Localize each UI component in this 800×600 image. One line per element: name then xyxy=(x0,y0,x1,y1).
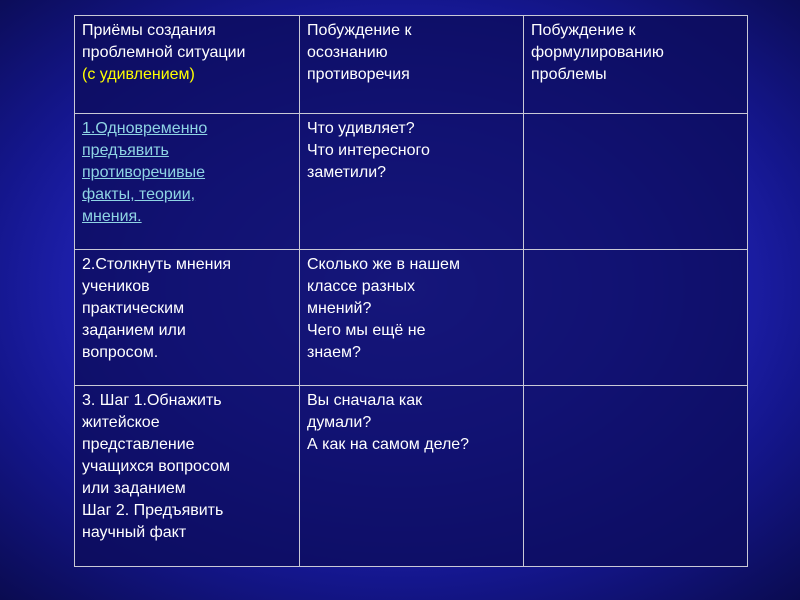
row2-awareness-line: классе разных xyxy=(307,278,416,295)
row1-method-cell xyxy=(75,114,300,250)
methods-table xyxy=(74,15,748,567)
header-cell-methods xyxy=(75,16,300,114)
table-row xyxy=(75,250,748,386)
row1-awareness-line: Что удивляет? xyxy=(307,120,415,137)
row2-formulation-cell xyxy=(524,250,748,386)
row3-method-line: 3. Шаг 1.Обнажить xyxy=(82,392,222,409)
row3-method-line: представление xyxy=(82,436,195,453)
row1-awareness-cell xyxy=(300,114,524,250)
header-formulation-line: Побуждение к xyxy=(531,22,636,39)
row3-awareness-line: А как на самом деле? xyxy=(307,436,470,453)
row3-method-line: научный факт xyxy=(82,524,187,541)
row2-method-line: заданием или xyxy=(82,322,186,339)
header-formulation-line: проблемы xyxy=(531,66,607,83)
row1-method-link-line[interactable]: факты, теории, xyxy=(82,186,196,203)
header-formulation-line: формулированию xyxy=(531,44,664,61)
row2-awareness-line: мнений? xyxy=(307,300,372,317)
table-header-row xyxy=(75,16,748,114)
row3-method-line: Шаг 2. Предъявить xyxy=(82,502,224,519)
header-awareness-line: осознанию xyxy=(307,44,388,61)
row2-awareness-line: Чего мы ещё не xyxy=(307,322,426,339)
row3-awareness-cell xyxy=(300,386,524,567)
row2-awareness-line: Сколько же в нашем xyxy=(307,256,460,273)
row2-method-line: практическим xyxy=(82,300,185,317)
header-cell-awareness xyxy=(300,16,524,114)
row1-formulation-cell xyxy=(524,114,748,250)
row2-method-line: вопросом. xyxy=(82,344,159,361)
row2-method-line: учеников xyxy=(82,278,150,295)
row1-awareness-line: заметили? xyxy=(307,164,387,181)
row3-method-cell xyxy=(75,386,300,567)
row3-method-line: житейское xyxy=(82,414,160,431)
row3-formulation-cell xyxy=(524,386,748,567)
row3-method-line: или заданием xyxy=(82,480,186,497)
row1-method-link-line[interactable]: противоречивые xyxy=(82,164,206,181)
header-methods-line: Приёмы создания xyxy=(82,22,216,39)
row1-method-link-line[interactable]: 1.Одновременно xyxy=(82,120,208,137)
row3-method-line: учащихся вопросом xyxy=(82,458,231,475)
table-row xyxy=(75,386,748,567)
row3-awareness-line: Вы сначала как xyxy=(307,392,423,409)
header-awareness-line: противоречия xyxy=(307,66,410,83)
row2-awareness-line: знаем? xyxy=(307,344,361,361)
header-awareness-line: Побуждение к xyxy=(307,22,412,39)
row2-method-cell xyxy=(75,250,300,386)
header-methods-highlight: (с удивлением) xyxy=(82,66,195,83)
row2-awareness-cell xyxy=(300,250,524,386)
row3-awareness-line: думали? xyxy=(307,414,372,431)
row1-method-link-line[interactable]: предъявить xyxy=(82,142,169,159)
row2-method-line: 2.Столкнуть мнения xyxy=(82,256,232,273)
row1-method-link-line[interactable]: мнения. xyxy=(82,208,142,225)
table-row xyxy=(75,114,748,250)
row1-awareness-line: Что интересного xyxy=(307,142,430,159)
header-cell-formulation xyxy=(524,16,748,114)
header-methods-line: проблемной ситуации xyxy=(82,44,246,61)
